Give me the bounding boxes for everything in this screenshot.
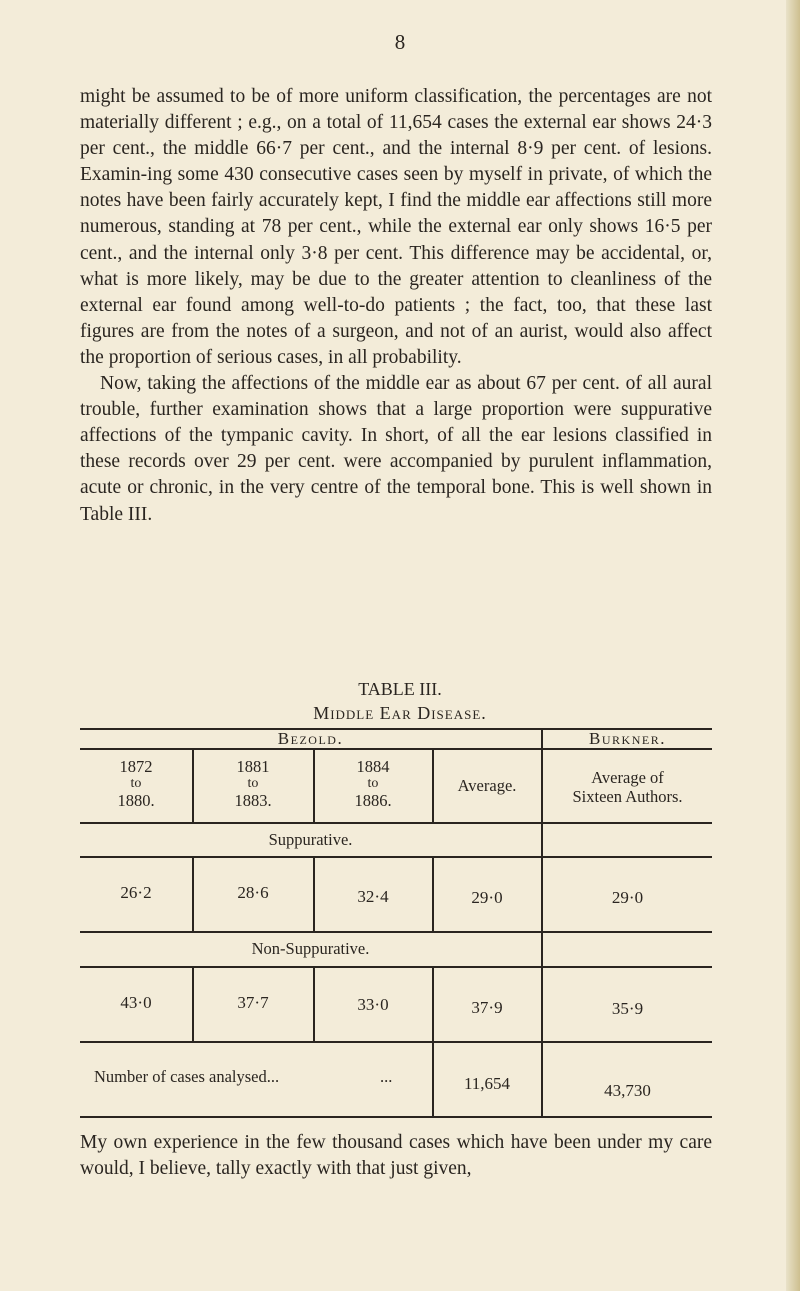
section-label-suppurative: Suppurative. — [268, 830, 353, 849]
paragraph-2: Now, taking the affections of the middle ear as about 67 per cent. of all aural trouble, further examination shows that a large proportion were suppurative affections of the tympanic cavity. In short, of all the ear lesions classified in these records over 29 per cent. were accompanied by purulent inflammation, acute or chronic, in the very centre of the temporal bone. This is well shown in Table III. — [80, 373, 712, 525]
table-title: TABLE III. — [358, 679, 442, 699]
column-header-line: to — [247, 776, 259, 791]
group-header-bezold: Bezold. — [277, 729, 344, 748]
column-header-line: 1884 — [356, 757, 390, 776]
cases-analysed-burkner: 43,730 — [604, 1081, 651, 1100]
suppurative-value-burkner: 29·0 — [611, 888, 644, 907]
suppurative-value-1881-1883: 28·6 — [237, 883, 269, 902]
paragraph-1: might be assumed to be of more uniform classification, the percentages are not materially different ; e.g., on a total of 11,654 cases the external ear shows 24·3 per cent., the middle 66·7 per cent., and the internal 8·9 per cent. of lesions. Examin-ing some 430 consecutive cases seen by myself in private, of which the notes have been fairly accurately kept, I find the middle ear affections still more numerous, standing at 78 per cent., while the external ear only shows 16·5 per cent., and the internal only 3·8 per cent. This difference may be accidental, or, what is more likely, may be due to the greater attention to cleanliness of the external ear found among well-to-do patients ; the fact, too, that these last figures are from the notes of a surgeon, and not of an aurist, would also affect the proportion of serious cases, in all probability. — [80, 86, 712, 368]
column-header-1881-1883 — [193, 757, 313, 810]
table-subtitle: Middle Ear Disease. — [313, 703, 487, 723]
page-number: 8 — [394, 30, 406, 54]
section-label-non-suppurative: Non-Suppurative. — [251, 939, 370, 958]
column-header-line: 1883. — [234, 791, 272, 810]
suppurative-value-average: 29·0 — [471, 888, 503, 907]
table-rule-suppurative-values — [80, 931, 712, 933]
table-rule-group — [80, 748, 712, 750]
suppurative-value-1872-1880: 26·2 — [120, 883, 152, 902]
column-header-1884-1886 — [314, 757, 432, 810]
cases-analysed-label: Number of cases analysed... — [94, 1067, 280, 1086]
non-suppurative-value-1872-1880: 43·0 — [120, 993, 152, 1012]
column-header-line: Average of — [591, 768, 664, 787]
column-header-line: to — [367, 776, 379, 791]
table-rule-non-suppurative-values — [80, 1041, 712, 1043]
cases-analysed-bezold: 11,654 — [463, 1074, 511, 1093]
non-suppurative-value-average: 37·9 — [471, 998, 503, 1017]
column-header-1872-1880 — [80, 757, 192, 810]
middle-ear-disease-table — [80, 728, 712, 1120]
table-rule-non-suppurative — [80, 966, 712, 968]
table-rule-suppurative — [80, 856, 712, 858]
closing-paragraph: My own experience in the few thousand cases which have been under my care would, I believe, tally exactly with that just given, — [80, 1132, 712, 1179]
non-suppurative-value-1884-1886: 33·0 — [357, 995, 389, 1014]
column-header-average: Average. — [457, 776, 517, 795]
column-header-line: 1886. — [354, 791, 392, 810]
non-suppurative-value-1881-1883: 37·7 — [237, 993, 269, 1012]
table-rule-bottom — [80, 1116, 712, 1118]
group-header-burkner: Burkner. — [589, 729, 666, 748]
body-text — [80, 84, 712, 528]
page-edge — [786, 0, 800, 1291]
table-rule-header — [80, 822, 712, 824]
column-header-line: Sixteen Authors. — [572, 787, 683, 806]
suppurative-value-1884-1886: 32·4 — [357, 887, 389, 906]
non-suppurative-value-burkner: 35·9 — [611, 999, 644, 1018]
column-header-burkner-average — [543, 768, 712, 806]
cases-analysed-dots: ... — [380, 1067, 393, 1086]
column-header-line: 1880. — [117, 791, 155, 810]
column-header-line: 1872 — [119, 757, 153, 776]
column-header-line: 1881 — [236, 757, 270, 776]
column-header-line: to — [130, 776, 142, 791]
